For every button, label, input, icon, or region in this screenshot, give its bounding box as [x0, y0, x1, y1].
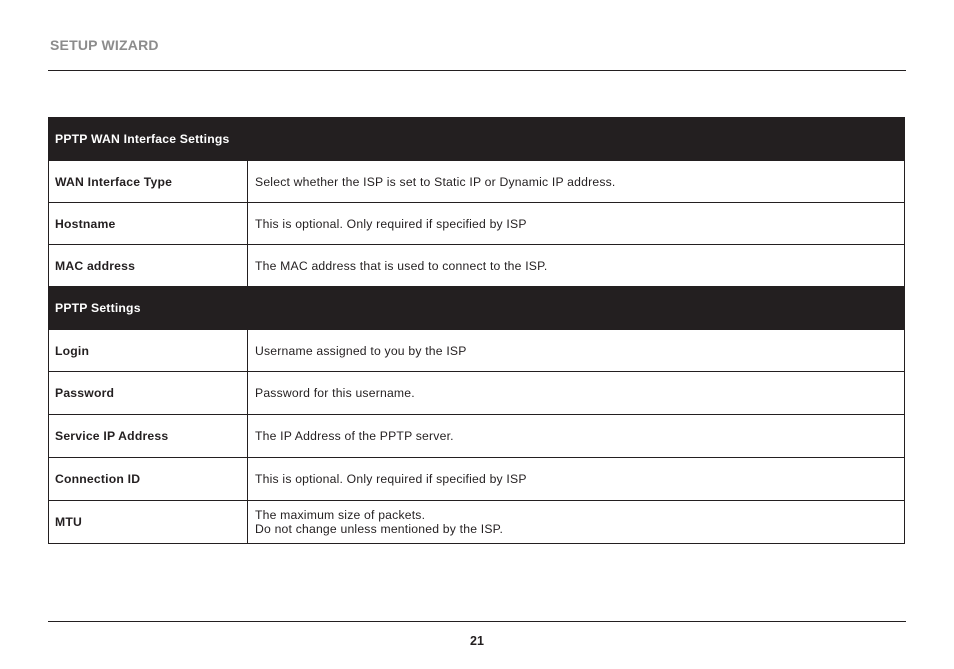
row-description: This is optional. Only required if specified by ISP	[248, 458, 905, 501]
row-label: Hostname	[49, 203, 248, 245]
table-row	[49, 245, 905, 287]
row-label: MTU	[49, 501, 248, 544]
row-label: WAN Interface Type	[49, 161, 248, 203]
row-label: MAC address	[49, 245, 248, 287]
row-description: The MAC address that is used to connect to the ISP.	[248, 245, 905, 287]
table-row	[49, 203, 905, 245]
table-row	[49, 330, 905, 372]
table-row	[49, 501, 905, 544]
row-description: This is optional. Only required if specified by ISP	[248, 203, 905, 245]
settings-table	[48, 117, 905, 544]
row-description	[248, 501, 905, 544]
row-label: Service IP Address	[49, 415, 248, 458]
row-label: Login	[49, 330, 248, 372]
row-description: Password for this username.	[248, 372, 905, 415]
table-row	[49, 372, 905, 415]
table-row	[49, 161, 905, 203]
description-line: The maximum size of packets.	[255, 508, 426, 522]
table-row	[49, 415, 905, 458]
row-description: The IP Address of the PPTP server.	[248, 415, 905, 458]
row-description: Username assigned to you by the ISP	[248, 330, 905, 372]
section-title: SETUP WIZARD	[50, 37, 159, 53]
row-label: Connection ID	[49, 458, 248, 501]
footer-divider	[48, 621, 906, 622]
pptp-settings-heading: PPTP Settings	[49, 287, 905, 330]
header-divider	[48, 70, 906, 71]
table-row	[49, 458, 905, 501]
table-section-header	[49, 287, 905, 330]
row-description: Select whether the ISP is set to Static IP or Dynamic IP address.	[248, 161, 905, 203]
wan-settings-heading: PPTP WAN Interface Settings	[49, 118, 905, 161]
description-line: Do not change unless mentioned by the ISP.	[255, 522, 504, 536]
row-label: Password	[49, 372, 248, 415]
table-section-header	[49, 118, 905, 161]
page-number: 21	[470, 634, 484, 648]
